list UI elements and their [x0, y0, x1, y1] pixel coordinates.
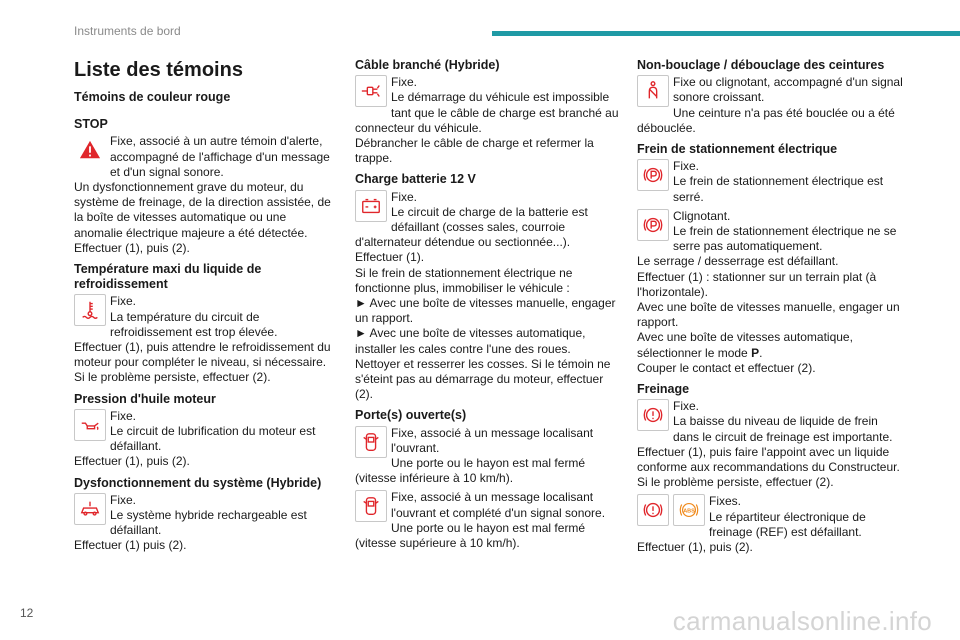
running-header: Instruments de bord: [74, 24, 181, 38]
belts-title: Non-bouclage / débouclage des ceintures: [637, 58, 885, 72]
column-3: [637, 56, 905, 555]
parking-brake-icon: [637, 159, 669, 191]
stop-warning-icon: [74, 134, 106, 166]
abs-icon: [673, 494, 705, 526]
mode-p: P: [751, 345, 760, 360]
oil-pressure-icon: [74, 409, 106, 441]
header-accent-bar: [492, 31, 960, 36]
svg-text:ABS: ABS: [683, 508, 695, 515]
door-open-icon: [355, 426, 387, 458]
doors-text-a2: Une porte ou le hayon est mal fermé (vitesse inférieure à 10 km/h).: [355, 456, 586, 486]
doors-text-a1: Fixe, associé à un message localisant l'ouvrant.: [391, 425, 594, 455]
battery-text-2: Le circuit de charge de la batterie est défaillant (cosses sales, courroie d'alternateur détendue ou sectionnée...).: [355, 204, 588, 250]
stop-title: STOP: [74, 117, 108, 132]
page-title: Liste des témoins: [74, 59, 243, 81]
cable-text-2: Le démarrage du véhicule est impossible tant que le câble de charge est branché au connecteur du véhicule.: [355, 90, 619, 135]
battery-text-5: ► Avec une boîte de vitesses manuelle, engager un rapport.: [355, 296, 616, 326]
battery-text-6: ► Avec une boîte de vitesses automatique, installer les cales contre l'une des roues.: [355, 326, 586, 356]
coolant-text-2: La température du circuit de refroidissement est trop élevée.: [110, 309, 278, 339]
parking-text-b7: Couper le contact et effectuer (2).: [637, 360, 816, 375]
coolant-temperature-icon: [74, 294, 106, 326]
stop-text-2: Un dysfonctionnement grave du moteur, du système de freinage, de la direction assistée, de la boîte de vitesses automatique ou une anomalie électrique majeure a été détectée.: [74, 180, 331, 240]
battery-text-1: Fixe.: [391, 189, 418, 204]
braking-text-a3: Effectuer (1), puis faire l'appoint avec un liquide conforme aux recommandations du Constructeur. Si le problème persiste, effectuer (2).: [637, 444, 900, 490]
coolant-title: Température maxi du liquide de refroidissement: [74, 262, 262, 292]
braking-text-b1: Fixes.: [709, 494, 742, 509]
braking-text-a1: Fixe.: [673, 399, 700, 414]
seatbelt-icon: [637, 75, 669, 107]
parking-text-b5: Avec une boîte de vitesses manuelle, engager un rapport.: [637, 300, 900, 330]
column-1: [74, 56, 336, 558]
hybrid-system-icon: [74, 493, 106, 525]
parking-text-a2: Le frein de stationnement électrique est serré.: [673, 174, 884, 204]
parking-text-a1: Fixe.: [673, 159, 700, 174]
brake-warning-icon: [637, 399, 669, 431]
column-2: [355, 56, 619, 555]
door-open-icon-2: [355, 490, 387, 522]
battery-title: Charge batterie 12 V: [355, 172, 476, 187]
hybrid-title: Dysfonctionnement du système (Hybride): [74, 475, 322, 490]
oil-title: Pression d'huile moteur: [74, 391, 216, 406]
braking-title: Freinage: [637, 382, 690, 397]
doors-title: Porte(s) ouverte(s): [355, 408, 467, 423]
parking-text-b6: Avec une boîte de vitesses automatique, sélectionner le mode P.: [637, 330, 853, 360]
belts-text-2: Une ceinture n'a pas été bouclée ou a été débouclée.: [637, 105, 895, 135]
doors-text-b2: Une porte ou le hayon est mal fermé (vitesse supérieure à 10 km/h).: [355, 520, 586, 551]
braking-text-b2: Le répartiteur électronique de freinage (REF) est défaillant.: [709, 509, 866, 539]
battery-text-4: Si le frein de stationnement électrique ne fonctionne plus, immobiliser le véhicule :: [355, 265, 573, 295]
coolant-text-1: Fixe.: [110, 294, 137, 309]
battery-text-7: Nettoyer et resserrer les cosses. Si le témoin ne s'éteint pas au démarrage du moteur, effectuer (2).: [355, 356, 611, 402]
hybrid-text-1: Fixe.: [110, 492, 137, 507]
hybrid-text-2: Le système hybride rechargeable est défaillant.: [110, 508, 307, 538]
cable-title: Câble branché (Hybride): [355, 58, 500, 72]
section-subtitle: Témoins de couleur rouge: [74, 90, 231, 104]
brake-warning-icon-2: [637, 494, 669, 526]
oil-text-2: Le circuit de lubrification du moteur est défaillant.: [110, 424, 316, 454]
braking-text-b3: Effectuer (1), puis (2).: [637, 540, 753, 555]
belts-text-1: Fixe ou clignotant, accompagné d'un signal sonore croissant.: [673, 75, 903, 105]
parking-text-b4: Effectuer (1) : stationner sur un terrain plat (à l'horizontale).: [637, 269, 877, 299]
hybrid-text-3: Effectuer (1) puis (2).: [74, 538, 187, 553]
charging-cable-icon: [355, 75, 387, 107]
stop-text-1: Fixe, associé à un autre témoin d'alerte, accompagné de l'affichage d'un message et d'un signal sonore.: [110, 134, 330, 179]
oil-text-3: Effectuer (1), puis (2).: [74, 454, 190, 469]
cable-text-1: Fixe.: [391, 75, 418, 90]
coolant-text-4: Si le problème persiste, effectuer (2).: [74, 370, 271, 385]
doors-text-b1: Fixe, associé à un message localisant l'ouvrant et complété d'un signal sonore.: [391, 490, 606, 520]
battery-text-3: Effectuer (1).: [355, 250, 425, 265]
battery-icon: [355, 190, 387, 222]
coolant-text-3: Effectuer (1), puis attendre le refroidissement du moteur pour compléter le niveau, si nécessaire.: [74, 340, 331, 370]
parking-brake-icon-2: [637, 209, 669, 241]
braking-text-a2: La baisse du niveau de liquide de frein dans le circuit de freinage est importante.: [673, 414, 893, 444]
parking-title: Frein de stationnement électrique: [637, 142, 838, 157]
watermark: carmanualsonline.info: [672, 606, 932, 636]
oil-text-1: Fixe.: [110, 408, 137, 423]
cable-text-3: Débrancher le câble de charge et refermer la trappe.: [355, 136, 594, 166]
parking-text-b3: Le serrage / desserrage est défaillant.: [637, 254, 839, 269]
page-number: 12: [20, 606, 34, 620]
parking-text-b1: Clignotant.: [673, 208, 731, 223]
parking-text-b2: Le frein de stationnement électrique ne se serre pas automatiquement.: [673, 224, 897, 254]
stop-text-3: Effectuer (1), puis (2).: [74, 240, 190, 255]
